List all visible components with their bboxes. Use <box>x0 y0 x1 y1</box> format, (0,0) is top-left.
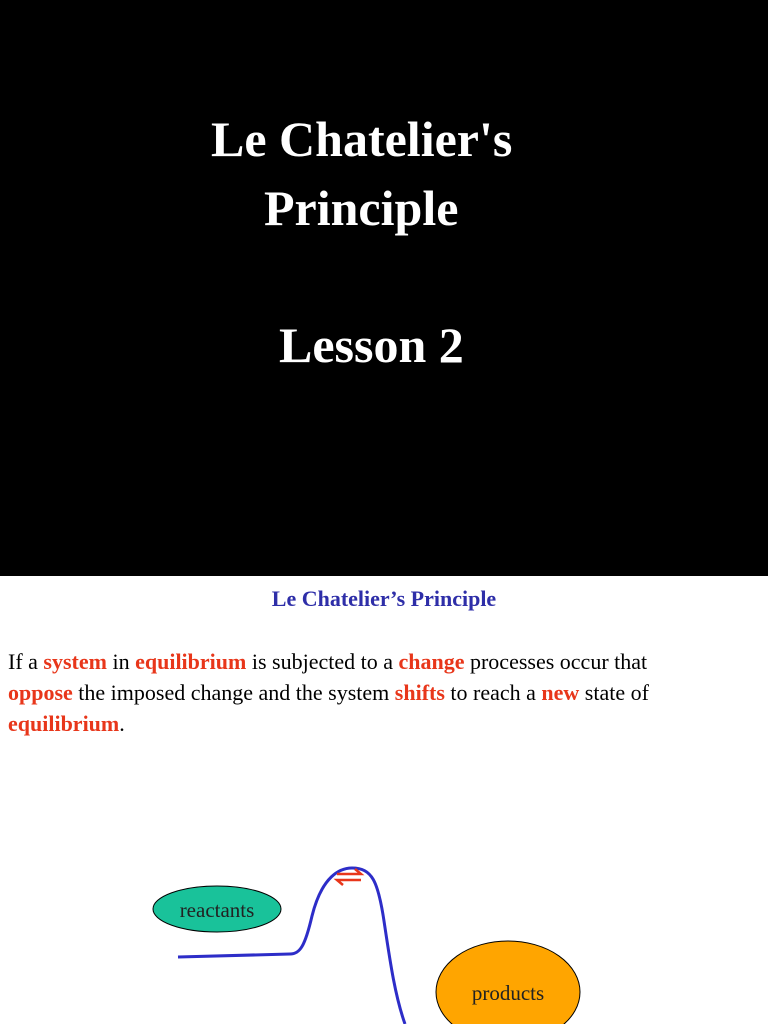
keyword-new: new <box>541 680 580 705</box>
text: If a <box>8 649 44 674</box>
products-bubble <box>436 941 580 1024</box>
reactants-label: reactants <box>179 898 255 922</box>
text: processes occur that <box>464 649 648 674</box>
keyword-change: change <box>398 649 465 674</box>
text: in <box>106 649 136 674</box>
text: is subjected to a <box>246 649 399 674</box>
text: . <box>119 711 125 736</box>
principle-slide <box>0 576 768 1024</box>
keyword-system: system <box>43 649 107 674</box>
text: state of <box>579 680 649 705</box>
text: the imposed change and the system <box>72 680 395 705</box>
principle-title: Le Chatelier’s Principle <box>271 586 497 611</box>
keyword-equilibrium-2: equilibrium <box>8 711 120 736</box>
keyword-equilibrium: equilibrium <box>135 649 247 674</box>
slide-title-line-2: Principle <box>264 180 459 236</box>
products-label: products <box>471 981 545 1005</box>
slide-subtitle: Lesson 2 <box>279 317 464 373</box>
reactants-bubble <box>153 886 281 932</box>
text: to reach a <box>444 680 542 705</box>
energy-diagram <box>0 576 768 1024</box>
slide-title-line-1: Le Chatelier's <box>211 111 513 167</box>
keyword-shifts: shifts <box>394 680 445 705</box>
keyword-oppose: oppose <box>8 680 73 705</box>
